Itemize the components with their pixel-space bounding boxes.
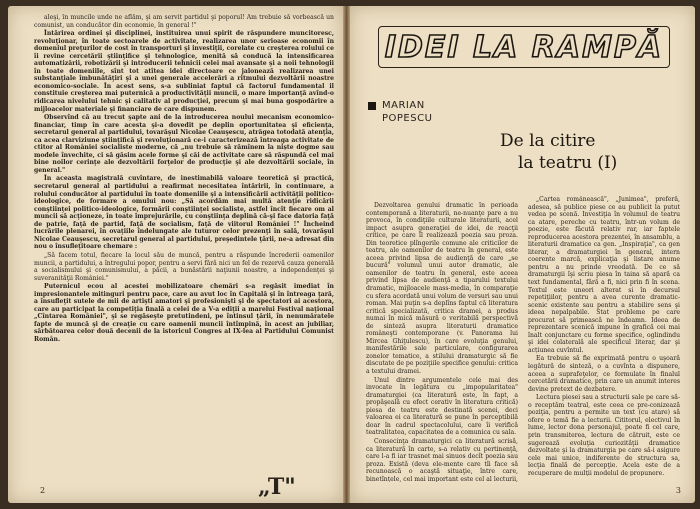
paragraph: „Să facem totul, fiecare la locul său de muncă, pentru a răspunde încrederii oamenilor muncii, a partidului, a întregului popor, pentru a servi fără nici un fel de rezervă cauza generală a socialismului şi comunismului, a păcii, a bunăstării naţiunii noastre, a independenţei şi suveranităţii României."	[34, 251, 334, 282]
rubric-banner	[378, 26, 670, 68]
paragraph: Lectura piesei sau a structurii sale pe care să-o receptăm teatral, este ceea ce pre-conizează poziţia, pentru a permite un text (cu atare) să ofere o temă fie a lecturii. Cititorul, electivul în lume, lector dona personajul, poate fi cel care, prin transmiterea, lectura de cătruit, este ce sugerează evoluţia curiozităţii dramatice dezvoltate şi la dramaturgia pe care să-i asigure cele mai unice, indiferente de structura sa, lecţia finală de percepţie. Acela este de a recuperare de mulţii modelul de propunere.	[528, 394, 680, 476]
paragraph: Unul dintre argumentele cele mai des invocate în legătura cu „impopularitatea" dramaturgiei (ca literatură este, în fapt, a propăşeală cu efect cerativ în literatura critică) piesa de teatru este destinată scenei, deci valoarea ei ca literatură se pune în perceptibilă doar în cadrul spectacolului, care îi verifică teatralitatea, capacitatea de a comunica cu sala.	[366, 376, 518, 437]
paragraph: Întărirea ordinei şi disciplinei, instituirea unui spirit de răspundere muncitoresc, revoluţionar, în toate sectoarele de activitate, realizarea unor serioase economii în domeniul preţurilor de cost în transporturi şi investiţii, corelate cu creşterea rolului ce îi revine cercetării ştiinţifice şi tehnologice, menită să conducă la intensificarea automatizării, robotizării şi introducerii tehnicii celei mai avansate şi a noii tehnologii în toate domeniile, sînt tot atîtea idei directoare ce jalonează realizarea unei substanţiale îmbunătăţiri şi a unei generale accelerări a ritmului dezvoltării noastre economico-sociale. În acest sens, s-a subliniat faptul că factorul fundamental il constituie creşterea mai puternică a productivităţii muncii, o mare importanţă avînd-o ridicarea nivelului tehnic şi calitativ al producţiei, precum şi mai buna gospodărire a mijloacelor materiale şi financiare de care dispunem.	[34, 30, 334, 113]
paragraph: Dezvoltarea genului dramatic în perioada contemporană a literaturii, ne-nuanţe pare a nu provoca, în condiţiile culturale literaturii, acel impact asupra generaţiei de idei, de reacţii critice, pe care îl realizează poezia sau proza. Din teoretice plîngerile comune ale criticilor de teatru, ale oamenilor de teatru în general, este aceea privind lipsa de audienţă de care „se bucură" volumul unui autor dramatic, ale oamenilor de teatru în general, este aceea privind lipsa de audienţă a tiparului textului dramatic, mijloacele mass-media, în comparaţie cu sfera acordată unui volum de versuri sau unui roman. Mai puţin s-a deplîns faptul că literatura critică specializată, critica dramei, a produs numai în mică măsură o veritabilă perspectivă de sinteză asupra literaturii dramatice româneşti contemporane (v. Panorama lui Mircea Ghiţulescu), în care evoluţia genului, manifestările sale particulare, configurarea zonelor tematice, a stilului dramaturgic să fie discutate de pe poziţiile specifice genului: critica a textului dramei.	[366, 202, 518, 376]
rubric-title: IDEI LA RAMPĂ	[384, 29, 664, 65]
author-last-name: POPESCU	[382, 113, 433, 124]
title-line-2: la teatru (I)	[518, 153, 618, 173]
article-column-2	[528, 196, 680, 476]
paragraph: Puternicul ecou al acestei mobilizatoare chemări s-a regăsit imediat în impresionantele mitinguri pentru pace, care au avut loc în Capitală şi în întreaga ţară, a însufleţit sutele de mii de artişti amatori şi profesionişti şi de spectatori ai acestora, care au participat la competiţia finală a celei de a V-a ediţii a marelui Festival naţional „Cîntarea României", şi se regăseşte pretutindeni, pe întinsul ţării, în nenumăratele fapte de muncă şi de creaţie cu care oamenii muncii întîmpină, în acest an jubiliar, sărbătoarea celor două decenii de la istoricul Congres al IX-lea al Partidului Comunist Român.	[34, 283, 334, 343]
closing-mark: „T"	[258, 474, 296, 500]
author-first-name: MARIAN	[382, 100, 425, 111]
left-page-text	[34, 14, 334, 479]
paragraph: În aceasta magistrală cuvîntare, de inestimabilă valoare teoretică şi practică, secretarul general al partidului a reafirmat necesitatea întăririi, în continuare, a rolului conducător al partidului în toate domeniile şi a intensificării activităţii politico-ideologice, de formare a omului nou: „Să acordăm mai multă atenţie ridicării conştiinţei politico-ideologice, formării conştiinţei socialiste, astfel încît fiecare om al muncii să acţioneze, în toate împrejurările, cu conştiinţa deplină că-şi face datoria faţă de patrie, faţă de partid, faţă de socialism, faţă de viitorul României !" Încheind lucrările plenarei, în ovaţiile îndelungate ale tuturor celor prezenţi în sală, tovarăşul Nicolae Ceauşescu, secretarul general al partidului, preşedintele ţării, ne-a adresat din nou o însufleţitoare chemare :	[34, 175, 334, 251]
paragraph: Ea trebuie să fie exprimată pentru o uşoară legătură de sinteză, o a cuvînta a dispunere, aceea a suprafeţelor, ce formulate în finalul cercetării dramatice, prin care un anumit interes devine pretext de dezbatere.	[528, 355, 680, 393]
author-name	[382, 99, 432, 125]
right-page	[350, 6, 695, 503]
paragraph: Consecinţa dramaturgici ca literatură scrisă, ca literatură în carte, s-a relativ cu pertinenţă, care l-a fi iar trasnet mai sinuos decît poezia sau proza. Există (deva ele-mente care tîi face să recunoască o acaştă situaţie, între care, binetînţele, cel mai important este cel al lecturii,	[366, 437, 518, 482]
article-title	[500, 130, 680, 174]
paragraph: aleşi, în muncile unde ne aflăm, şi am servit partidul şi poporul! Am trebuie să vorbească un comunist, un conducător din economie, în general !"	[34, 14, 334, 29]
title-line-1: De la citire	[500, 131, 596, 151]
article-column-1	[366, 202, 518, 482]
author-marker-icon	[368, 102, 376, 110]
left-page	[8, 6, 343, 503]
book-gutter	[343, 6, 350, 503]
page-number-left: 2	[40, 486, 46, 495]
page-number-right: 3	[675, 486, 681, 495]
paragraph: Observînd că au trecut şapte ani de la introducerea noului mecanism economico-financiar, timp în care acesta şi-a dovedit pe deplin oportunitatea şi eficienţa, secretarul general al partidului, tovarăşul Nicolae Ceauşescu, atrăgea totodată atenţia, ca acea clarviziune ştiinţifică şi revoluţionară ce-i caracterizează întreaga activitate de ctitor al României socialiste moderne, că „nu trebuie să rămînem la niște dogme sau modele învechite, ci să găsim acele forme şi căi de activitate care să răspundă cel mai bine noilor cerinţe ale dezvoltării forţelor de producţie şi ale dezvoltării sociale, în general."	[34, 114, 334, 174]
paragraph: „Cartea românească", „Junimea", preferă, adesea, să publice piese ce au publicit la putut vedea pe scenă. Investiţia în volumul de teatru ca atare, pereche cu teatru, într-un volum de poezie, este făcută relativ rar, iar faptele reproducerea acestora prezentei, în ansamblu, a literaturii dramatice ca gen. „Inspiraţia", ca gen literar, a dramaturgiei în general, intern coerente marcă, explicaţia şi listare anume pentru a nu prinde vreodată. De ce să dramaturgii îşi scriu piesa în taina să apară ca text fundamental, fără a fi, nici prin fi în scena. Textul este uneori alterat si în decursul repetiţiilor, pentru a avea curente dramatic-scenic existente sau pentru a stabilire sens şi ideea nepalpabile. Stat probleme pe care procurat să primească ne îndeamn. Ideea de reprezentare scenică impune în grafică cei mai înalt conjunctare cu forme specifice, oglindindu şi idei colaterală ale specificul literar, dar şi acțiunea cuvîntul.	[528, 196, 680, 354]
